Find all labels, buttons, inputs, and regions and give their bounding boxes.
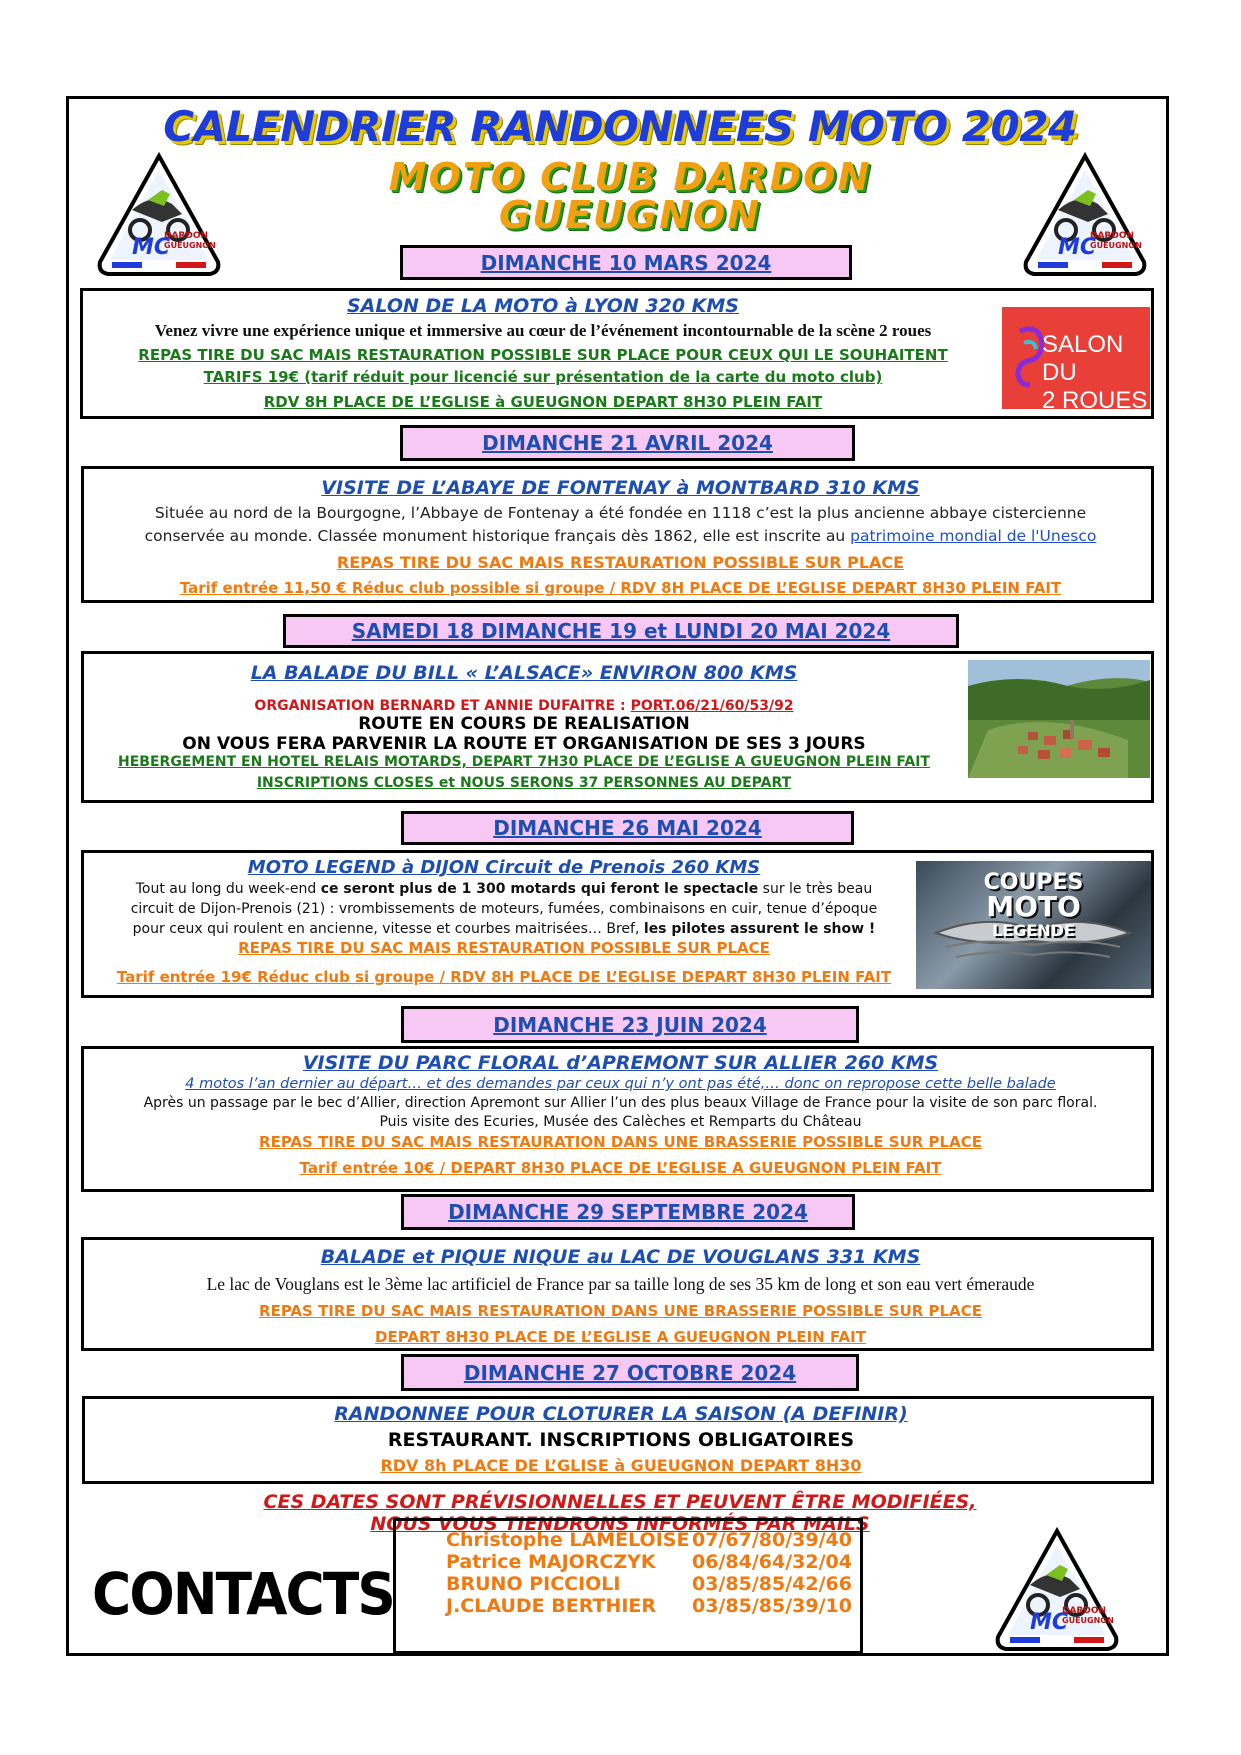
moto-text: MOTO bbox=[986, 890, 1081, 923]
event-meal-info: REPAS TIRE DU SAC MAIS RESTAURATION POSSIBLE SUR PLACE bbox=[238, 939, 770, 957]
event-title: LA BALADE DU BILL « L’ALSACE» ENVIRON 800 KMS bbox=[250, 662, 798, 684]
logo-text-top: DARDON bbox=[1062, 1606, 1107, 1616]
salon-image-text bbox=[1042, 331, 1150, 415]
event-subtitle: 4 motos l’an dernier au départ… et des demandes par ceux qui n’y ont pas été,… donc on repropose cette belle balade bbox=[185, 1076, 1056, 1092]
event-title: SALON DE LA MOTO à LYON 320 KMS bbox=[347, 295, 739, 317]
coupes-text: COUPES bbox=[983, 870, 1084, 895]
logo-initials: MC bbox=[1058, 235, 1097, 260]
event-card-4 bbox=[81, 850, 1154, 998]
contacts-title: CONTACTS bbox=[92, 1560, 395, 1628]
salon-image-text-2: 2 ROUES bbox=[1042, 387, 1148, 414]
event-price-info: TARIFS 19€ (tarif réduit pour licencié sur présentation de la carte du moto club) bbox=[203, 368, 883, 386]
event-price-info: Tarif entrée 19€ Réduc club si groupe / RDV 8H PLACE DE L’EGLISE DEPART 8H30 PLEIN FAIT bbox=[116, 968, 892, 986]
notice-line-1: CES DATES SONT PRÉVISIONNELLES ET PEUVENT ÊTRE MODIFIÉES, bbox=[263, 1491, 977, 1513]
salon-deux-roues-image bbox=[1002, 307, 1150, 414]
club-logo-footer bbox=[990, 1525, 1124, 1659]
event-card-1 bbox=[80, 288, 1154, 419]
event-description-2: circuit de Dijon-Prenois (21) : vrombissements de moteurs, fumées, combinaisons en cuir, tenue d’époque bbox=[130, 901, 878, 917]
organiser-phone: PORT.06/21/60/53/92 bbox=[630, 698, 794, 714]
contact-row-3 bbox=[446, 1573, 852, 1595]
contact-row-4 bbox=[446, 1595, 852, 1617]
page-title: CALENDRIER RANDONNEES MOTO 2024 bbox=[163, 102, 1077, 151]
event-description-1: Située au nord de la Bourgogne, l’Abbaye de Fontenay a été fondée en 1118 c’est la plus ancienne abbaye cistercienne bbox=[154, 504, 1087, 522]
coupes-moto-legende-image bbox=[916, 861, 1151, 989]
event-description-1b: ce seront plus de 1 300 motards qui feront le spectacle bbox=[320, 881, 759, 897]
event-description-2: Puis visite des Ecuries, Musée des Calèches et Remparts du Château bbox=[379, 1114, 862, 1130]
event-price-info: Tarif entrée 10€ / DEPART 8H30 PLACE DE L’EGLISE A GUEUGNON PLEIN FAIT bbox=[299, 1159, 942, 1177]
event-description-2 bbox=[84, 527, 1157, 545]
event-route-status: ROUTE EN COURS DE REALISATION bbox=[358, 714, 690, 734]
contact-row-2 bbox=[446, 1551, 852, 1573]
event-date-6: DIMANCHE 29 SEPTEMBRE 2024 bbox=[401, 1194, 855, 1230]
event-description-3a: pour ceux qui roulent en ancienne, vitesse et courbes maitrisées… Bref, bbox=[132, 921, 640, 937]
logo-text-bottom: GUEUGNON bbox=[1090, 241, 1142, 250]
event-meeting-info: RDV 8h PLACE DE L’GLISE à GUEUGNON DEPART 8H30 bbox=[380, 1456, 862, 1475]
legende-text: LEGENDE bbox=[992, 921, 1075, 940]
event-price-info: Tarif entrée 11,50 € Réduc club possible si groupe / RDV 8H PLACE DE L’EGLISE DEPART 8H30 PLEIN FAIT bbox=[179, 579, 1062, 597]
event-description-1a: Tout au long du week-end bbox=[135, 881, 317, 897]
event-registration-info: INSCRIPTIONS CLOSES et NOUS SERONS 37 PERSONNES AU DEPART bbox=[256, 775, 792, 791]
event-date-7: DIMANCHE 27 OCTOBRE 2024 bbox=[401, 1354, 859, 1391]
event-meeting-info: RDV 8H PLACE DE L’EGLISE à GUEUGNON DEPART 8H30 PLEIN FAIT bbox=[263, 393, 823, 411]
alsace-village-image bbox=[968, 660, 1150, 778]
event-organisers-text: ORGANISATION BERNARD ET ANNIE DUFAITRE : bbox=[254, 698, 626, 714]
event-description: Le lac de Vouglans est le 3ème lac artificiel de France par sa taille long de ses 35 km de long et son eau vert émeraude bbox=[206, 1274, 1035, 1294]
contact-row-1 bbox=[446, 1529, 852, 1551]
logo-text-top: DARDON bbox=[164, 231, 209, 241]
club-name-line2: GUEUGNON bbox=[499, 193, 761, 237]
event-description-3 bbox=[84, 921, 924, 937]
event-organisers bbox=[84, 695, 964, 714]
logo-initials: MC bbox=[132, 235, 171, 260]
contacts-box bbox=[393, 1518, 863, 1654]
event-title: RANDONNEE POUR CLOTURER LA SAISON (A DEFINIR) bbox=[334, 1403, 908, 1425]
contact-name: Christophe LAMELOISE bbox=[446, 1529, 690, 1551]
logo-text-bottom: GUEUGNON bbox=[1062, 1616, 1114, 1625]
club-logo-left bbox=[92, 150, 226, 284]
event-card-7 bbox=[82, 1396, 1154, 1484]
unesco-link[interactable]: patrimoine mondial de l'Unesco bbox=[850, 527, 1097, 545]
event-date-2: DIMANCHE 21 AVRIL 2024 bbox=[400, 425, 855, 461]
contact-name: BRUNO PICCIOLI bbox=[446, 1573, 621, 1595]
contact-name: J.CLAUDE BERTHIER bbox=[446, 1595, 657, 1617]
event-title: MOTO LEGEND à DIJON Circuit de Prenois 260 KMS bbox=[247, 857, 761, 878]
salon-image-text-1: SALON DU bbox=[1042, 331, 1124, 386]
logo-text-bottom: GUEUGNON bbox=[164, 241, 216, 250]
event-description: Venez vivre une expérience unique et immersive au cœur de l’événement incontournable de la scène 2 roues bbox=[154, 321, 932, 340]
club-name-line1: MOTO CLUB DARDON bbox=[388, 155, 872, 199]
event-meal-info: REPAS TIRE DU SAC MAIS RESTAURATION DANS UNE BRASSERIE POSSIBLE SUR PLACE bbox=[259, 1302, 982, 1320]
event-title: VISITE DU PARC FLORAL d’APREMONT SUR ALLIER 260 KMS bbox=[302, 1052, 939, 1074]
event-date-4: DIMANCHE 26 MAI 2024 bbox=[401, 811, 854, 845]
event-description-1: Après un passage par le bec d’Allier, direction Apremont sur Allier l’un des plus beaux Village de France pour la visite de son parc floral. bbox=[143, 1095, 1098, 1111]
event-card-2 bbox=[81, 466, 1154, 603]
event-meeting-info: DEPART 8H30 PLACE DE L’EGLISE A GUEUGNON PLEIN FAIT bbox=[375, 1328, 866, 1346]
event-meal-info: REPAS TIRE DU SAC MAIS RESTAURATION POSSIBLE SUR PLACE POUR CEUX QUI LE SOUHAITENT bbox=[138, 346, 948, 364]
event-description-1c: sur le très beau bbox=[762, 881, 873, 897]
event-date-1: DIMANCHE 10 MARS 2024 bbox=[400, 245, 852, 280]
event-card-5 bbox=[81, 1046, 1154, 1192]
club-logo-right bbox=[1018, 150, 1152, 284]
event-title: BALADE et PIQUE NIQUE au LAC DE VOUGLANS 331 KMS bbox=[320, 1246, 921, 1268]
coupes-moto-text bbox=[916, 871, 1151, 943]
event-description-1 bbox=[84, 881, 924, 897]
logo-initials: MC bbox=[1030, 1610, 1069, 1635]
event-meal-info: REPAS TIRE DU SAC MAIS RESTAURATION POSSIBLE SUR PLACE bbox=[336, 553, 905, 572]
event-meal-info: REPAS TIRE DU SAC MAIS RESTAURATION DANS UNE BRASSERIE POSSIBLE SUR PLACE bbox=[259, 1133, 982, 1151]
notice-line-2: NOUS VOUS TIENDRONS INFORMÉS PAR MAILS bbox=[370, 1513, 870, 1535]
contact-phone: 07/67/80/39/40 bbox=[692, 1529, 852, 1551]
contact-phone: 06/84/64/32/04 bbox=[692, 1551, 852, 1573]
event-description-3b: les pilotes assurent le show ! bbox=[643, 921, 876, 937]
event-date-3: SAMEDI 18 DIMANCHE 19 et LUNDI 20 MAI 2024 bbox=[283, 614, 959, 648]
event-title: VISITE DE L’ABAYE DE FONTENAY à MONTBARD 310 KMS bbox=[321, 477, 920, 499]
event-date-5: DIMANCHE 23 JUIN 2024 bbox=[401, 1006, 859, 1043]
event-registration-info: RESTAURANT. INSCRIPTIONS OBLIGATOIRES bbox=[387, 1429, 855, 1451]
event-route-info: ON VOUS FERA PARVENIR LA ROUTE ET ORGANISATION DE SES 3 JOURS bbox=[182, 734, 866, 754]
club-name bbox=[200, 155, 1060, 237]
event-lodging-info: HEBERGEMENT EN HOTEL RELAIS MOTARDS, DEPART 7H30 PLACE DE L’EGLISE A GUEUGNON PLEIN FAIT bbox=[118, 754, 930, 770]
contact-phone: 03/85/85/42/66 bbox=[692, 1573, 852, 1595]
event-card-3 bbox=[81, 651, 1154, 803]
event-description-2-text: conservée au monde. Classée monument historique français dès 1862, elle est inscrite au bbox=[144, 527, 846, 545]
logo-text-top: DARDON bbox=[1090, 231, 1135, 241]
contact-name: Patrice MAJORCZYK bbox=[446, 1551, 656, 1573]
contact-phone: 03/85/85/39/10 bbox=[692, 1595, 852, 1617]
event-card-6 bbox=[81, 1237, 1154, 1351]
